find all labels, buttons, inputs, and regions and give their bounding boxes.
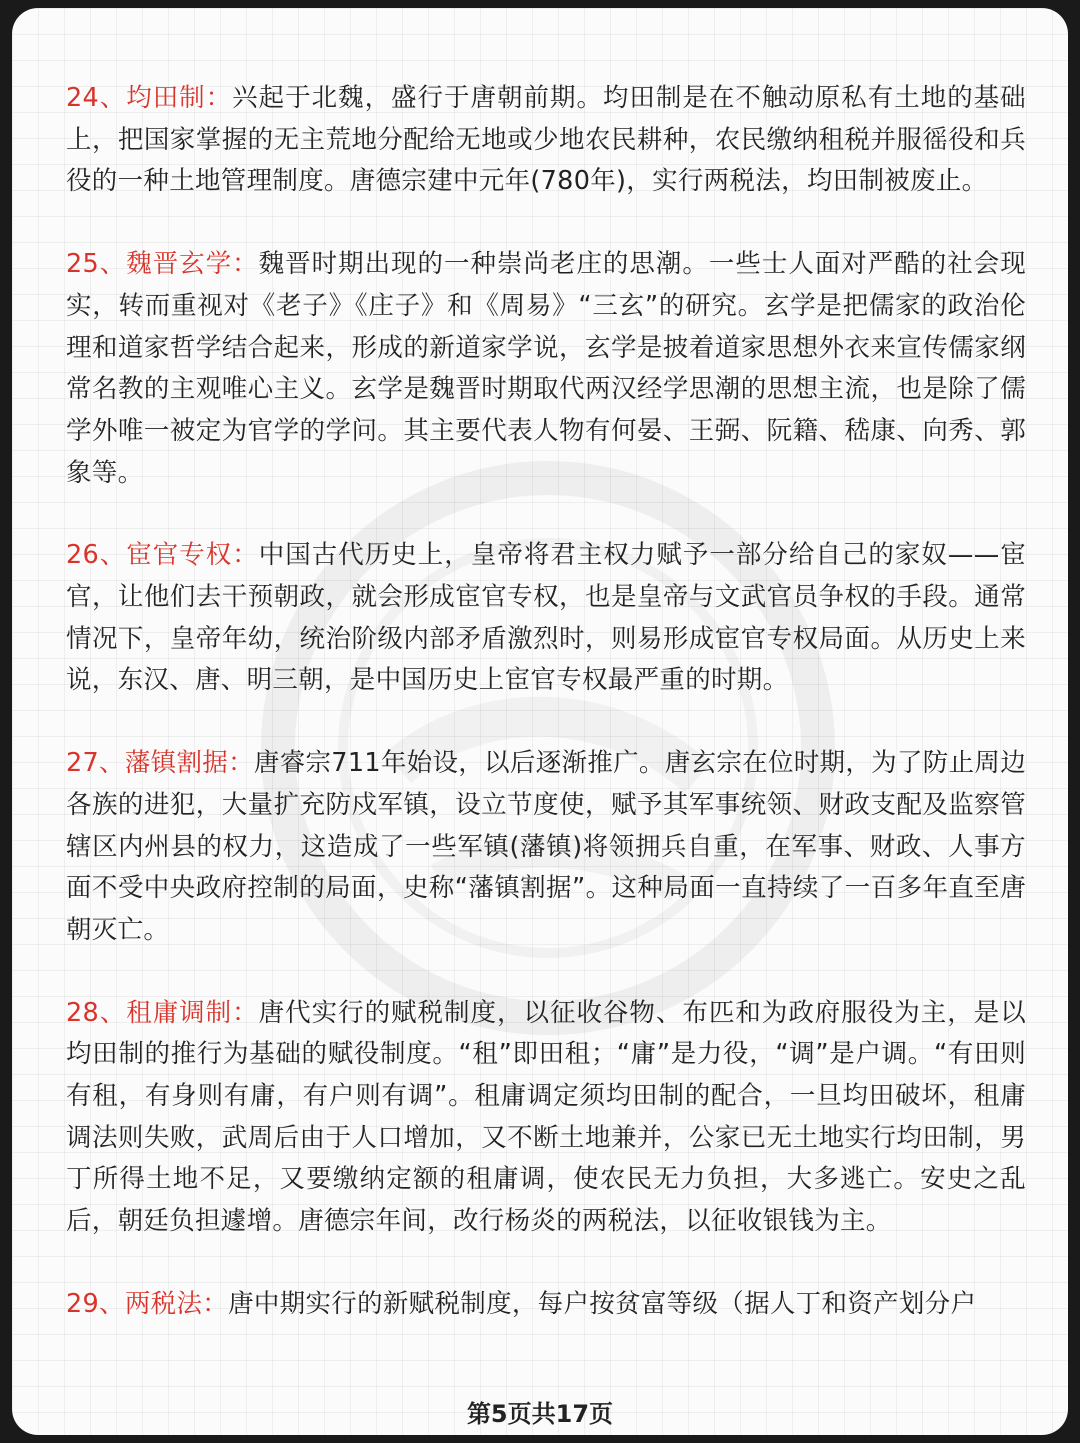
term-title: 27、藩镇割据：	[66, 748, 254, 779]
term-body: 唐中期实行的新赋税制度，每户按贫富等级（据人丁和资产划分户	[228, 1288, 977, 1319]
entry-list	[66, 78, 1026, 1326]
term-body: 唐代实行的赋税制度，以征收谷物、布匹和为政府服役为主，是以均田制的推行为基础的赋役制度。“租”即田租；“庸”是力役，“调”是户调。“有田则有租，有身则有庸，有户则有调”。租庸调定须均田制的配合，一旦均田破坏，租庸调法则失败，武周后由于人口增加，又不断土地兼并，公家已无土地实行均田制，男丁所得土地不足，又要缴纳定额的租庸调，使农民无力负担，大多逃亡。安史之乱后，朝廷负担遽增。唐德宗年间，改行杨炎的两税法，以征收银钱为主。	[66, 997, 1026, 1237]
term-body: 魏晋时期出现的一种崇尚老庄的思潮。一些士人面对严酷的社会现实，转而重视对《老子》《庄子》和《周易》“三玄”的研究。玄学是把儒家的政治伦理和道家哲学结合起来，形成的新道家学说，玄学是披着道家思想外衣来宣传儒家纲常名教的主观唯心主义。玄学是魏晋时期取代两汉经学思潮的思想主流，也是除了儒学外唯一被定为官学的学问。其主要代表人物有何晏、王弼、阮籍、嵇康、向秀、郭象等。	[66, 249, 1026, 488]
entry-24	[66, 78, 1026, 203]
entry-26	[66, 535, 1026, 702]
entry-28	[66, 993, 1026, 1243]
term-body: 中国古代历史上，皇帝将君主权力赋予一部分给自己的家奴——宦官，让他们去干预朝政，就会形成宦官专权，也是皇帝与文武官员争权的手段。通常情况下，皇帝年幼，统治阶级内部矛盾激烈时，则易形成宦官专权局面。从历史上来说，东汉、唐、明三朝，是中国历史上宦官专权最严重的时期。	[66, 540, 1026, 696]
entry-27	[66, 743, 1026, 952]
term-title: 29、两税法：	[66, 1288, 229, 1319]
term-title: 24、均田制：	[66, 83, 233, 113]
term-title: 26、宦官专权：	[66, 540, 259, 571]
entry-25	[66, 244, 1026, 494]
page-number: 第5页共17页	[466, 1400, 614, 1428]
term-body: 兴起于北魏，盛行于唐朝前期。均田制是在不触动原私有土地的基础上，把国家掌握的无主荒地分配给无地或少地农民耕种，农民缴纳租税并服徭役和兵役的一种土地管理制度。唐德宗建中元年(780年)，实行两税法，均田制被废止。	[66, 83, 1026, 197]
page-sheet	[12, 8, 1068, 1435]
term-title: 25、魏晋玄学：	[66, 249, 259, 280]
entry-29	[66, 1284, 1026, 1326]
term-title: 28、租庸调制：	[66, 997, 259, 1028]
term-body: 唐睿宗711年始设，以后逐渐推广。唐玄宗在位时期，为了防止周边各族的进犯，大量扩充防戍军镇，设立节度使，赋予其军事统领、财政支配及监察管辖区内州县的权力，这造成了一些军镇(藩镇)将领拥兵自重，在军事、财政、人事方面不受中央政府控制的局面，史称“藩镇割据”。这种局面一直持续了一百多年直至唐朝灭亡。	[66, 748, 1026, 945]
